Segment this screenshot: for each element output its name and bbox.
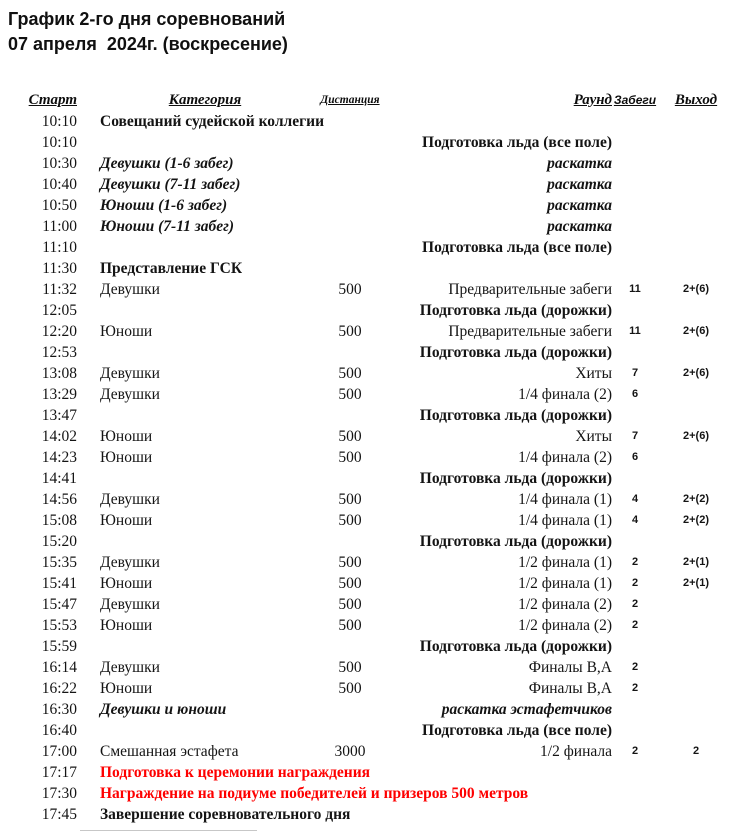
heats-cell: 11 — [629, 325, 641, 337]
category-cell: Юноши — [100, 512, 153, 529]
category-cell: Представление ГСК — [100, 260, 243, 277]
doc-header — [8, 7, 288, 57]
distance-cell — [310, 342, 390, 363]
exit-cell — [658, 762, 734, 783]
round-cell: 1/2 финала — [540, 743, 612, 760]
round-cell — [390, 258, 612, 279]
category-cell: Девушки и юноши — [100, 701, 227, 718]
schedule-row — [0, 594, 734, 615]
category-cell — [77, 300, 310, 321]
start-time-cell: 10:10 — [41, 134, 77, 151]
distance-cell — [310, 132, 390, 153]
start-time-cell: 13:47 — [41, 407, 77, 424]
page-date: 07 апреля 2024г. (воскресение) — [8, 34, 288, 54]
start-time-cell: 15:59 — [41, 638, 77, 655]
category-cell: Девушки — [100, 386, 160, 403]
schedule-row — [0, 321, 734, 342]
exit-cell — [658, 594, 734, 615]
schedule-row — [0, 804, 734, 825]
start-time-cell: 17:17 — [41, 764, 77, 781]
round-cell: 1/2 финала (1) — [518, 575, 612, 592]
round-cell: 1/4 финала (2) — [518, 386, 612, 403]
exit-cell: 2+(6) — [683, 367, 709, 379]
round-cell: Подготовка льда (дорожки) — [419, 638, 612, 655]
schedule-row — [0, 258, 734, 279]
round-cell: Предварительные забеги — [448, 281, 612, 298]
distance-cell — [310, 531, 390, 552]
category-cell: Юноши — [100, 680, 153, 697]
distance-cell — [310, 258, 390, 279]
distance-cell: 500 — [338, 554, 362, 571]
heats-cell: 6 — [631, 388, 639, 400]
category-cell: Девушки — [100, 365, 160, 382]
distance-cell — [310, 153, 390, 174]
start-time-cell: 13:29 — [41, 386, 77, 403]
start-time-cell: 10:30 — [41, 155, 77, 172]
schedule-row — [0, 174, 734, 195]
page-title: График 2-го дня соревнований — [8, 9, 286, 29]
schedule-row — [0, 699, 734, 720]
exit-cell — [658, 468, 734, 489]
heats-cell — [612, 405, 658, 426]
start-time-cell: 16:30 — [41, 701, 77, 718]
heats-cell — [612, 132, 658, 153]
exit-cell — [658, 678, 734, 699]
heats-cell — [612, 174, 658, 195]
heats-cell: 2 — [631, 745, 639, 757]
start-time-cell: 15:47 — [41, 596, 77, 613]
exit-cell — [658, 237, 734, 258]
start-time-cell: 14:02 — [41, 428, 77, 445]
category-cell: Юноши (1-6 забег) — [100, 197, 228, 214]
start-time-cell: 16:40 — [41, 722, 77, 739]
category-cell — [77, 237, 310, 258]
round-cell: Подготовка льда (дорожки) — [419, 407, 612, 424]
distance-cell — [310, 636, 390, 657]
start-time-cell: 11:30 — [42, 260, 77, 277]
schedule-row — [0, 405, 734, 426]
start-time-cell: 10:40 — [41, 176, 77, 193]
exit-cell: 2+(2) — [683, 514, 709, 526]
schedule-row — [0, 426, 734, 447]
exit-cell — [658, 258, 734, 279]
column-header-start: Старт — [28, 92, 77, 108]
heats-cell: 7 — [631, 367, 639, 379]
exit-cell — [658, 531, 734, 552]
exit-cell — [658, 195, 734, 216]
start-time-cell: 12:20 — [41, 323, 77, 340]
distance-cell — [310, 174, 390, 195]
schedule-row — [0, 573, 734, 594]
schedule-row — [0, 300, 734, 321]
round-cell: Подготовка льда (все поле) — [422, 722, 612, 739]
start-time-cell: 16:22 — [41, 680, 77, 697]
heats-cell — [612, 636, 658, 657]
category-cell: Девушки — [100, 281, 160, 298]
schedule-row — [0, 678, 734, 699]
distance-cell: 500 — [338, 659, 362, 676]
category-cell — [77, 132, 310, 153]
category-cell: Совещаний судейской коллегии — [100, 113, 325, 130]
heats-cell — [612, 699, 658, 720]
exit-cell — [658, 699, 734, 720]
heats-cell — [612, 531, 658, 552]
round-cell: Подготовка льда (дорожки) — [419, 533, 612, 550]
round-cell — [390, 762, 612, 783]
exit-cell: 2 — [692, 745, 700, 757]
distance-cell — [310, 783, 390, 804]
category-cell: Девушки (7-11 забег) — [100, 176, 241, 193]
schedule-row — [0, 153, 734, 174]
schedule-row — [0, 741, 734, 762]
heats-cell — [612, 342, 658, 363]
round-cell: раскатка эстафетчиков — [441, 701, 612, 718]
column-header-exit: Выход — [674, 92, 718, 108]
schedule-row — [0, 216, 734, 237]
schedule-rows — [0, 111, 734, 825]
distance-cell — [310, 111, 390, 132]
schedule-row — [0, 762, 734, 783]
round-cell: Финалы В,А — [528, 680, 612, 697]
heats-cell: 2 — [631, 619, 639, 631]
heats-cell: 4 — [631, 493, 639, 505]
schedule-row — [0, 447, 734, 468]
start-time-cell: 15:08 — [41, 512, 77, 529]
category-cell: Награждение на подиуме победителей и призеров 500 метров — [100, 785, 529, 802]
exit-cell: 2+(6) — [683, 430, 709, 442]
column-header-round: Раунд — [573, 92, 612, 108]
schedule-row — [0, 111, 734, 132]
schedule-row — [0, 489, 734, 510]
start-time-cell: 10:10 — [41, 113, 77, 130]
round-cell: раскатка — [547, 176, 612, 193]
start-time-cell: 17:30 — [41, 785, 77, 802]
category-cell: Девушки — [100, 554, 160, 571]
distance-cell — [310, 237, 390, 258]
start-time-cell: 14:23 — [41, 449, 77, 466]
round-cell — [390, 783, 612, 804]
round-cell: Хиты — [575, 365, 612, 382]
distance-cell: 500 — [338, 512, 362, 529]
round-cell: раскатка — [547, 197, 612, 214]
schedule-row — [0, 195, 734, 216]
start-time-cell: 17:45 — [41, 806, 77, 823]
round-cell: Подготовка льда (все поле) — [422, 134, 612, 151]
start-time-cell: 14:56 — [41, 491, 77, 508]
table-header-row — [0, 90, 734, 111]
exit-cell — [658, 657, 734, 678]
heats-cell — [612, 216, 658, 237]
heats-cell — [612, 195, 658, 216]
distance-cell: 500 — [338, 323, 362, 340]
start-time-cell: 14:41 — [41, 470, 77, 487]
exit-cell — [658, 783, 734, 804]
distance-cell — [310, 699, 390, 720]
exit-cell — [658, 300, 734, 321]
schedule-row — [0, 636, 734, 657]
distance-cell — [310, 720, 390, 741]
round-cell: Подготовка льда (все поле) — [422, 239, 612, 256]
schedule-row — [0, 657, 734, 678]
category-cell — [77, 720, 310, 741]
distance-cell: 500 — [338, 491, 362, 508]
exit-cell — [658, 384, 734, 405]
category-cell: Юноши — [100, 449, 153, 466]
category-cell: Юноши — [100, 617, 153, 634]
exit-cell — [658, 405, 734, 426]
distance-cell: 500 — [338, 575, 362, 592]
round-cell: 1/4 финала (1) — [518, 491, 612, 508]
exit-cell: 2+(1) — [683, 577, 709, 589]
heats-cell — [612, 804, 658, 825]
category-cell: Юноши — [100, 428, 153, 445]
start-time-cell: 15:20 — [41, 533, 77, 550]
heats-cell: 7 — [631, 430, 639, 442]
heats-cell: 4 — [631, 514, 639, 526]
start-time-cell: 15:41 — [41, 575, 77, 592]
exit-cell — [658, 111, 734, 132]
exit-cell — [658, 342, 734, 363]
round-cell: Подготовка льда (дорожки) — [419, 302, 612, 319]
heats-cell — [612, 153, 658, 174]
round-cell: Финалы В,А — [528, 659, 612, 676]
distance-cell: 500 — [338, 617, 362, 634]
heats-cell — [612, 300, 658, 321]
heats-cell — [612, 111, 658, 132]
distance-cell: 500 — [338, 596, 362, 613]
schedule-row — [0, 342, 734, 363]
category-cell: Девушки (1-6 забег) — [100, 155, 234, 172]
exit-cell: 2+(6) — [683, 325, 709, 337]
heats-cell: 2 — [631, 598, 639, 610]
round-cell: 1/2 финала (1) — [518, 554, 612, 571]
category-cell — [77, 342, 310, 363]
start-time-cell: 11:00 — [42, 218, 77, 235]
heats-cell — [612, 468, 658, 489]
heats-cell — [612, 783, 658, 804]
exit-cell: 2+(2) — [683, 493, 709, 505]
distance-cell — [310, 468, 390, 489]
exit-cell — [658, 132, 734, 153]
schedule-row — [0, 279, 734, 300]
heats-cell: 2 — [631, 661, 639, 673]
category-cell: Подготовка к церемонии награждения — [100, 764, 371, 781]
exit-cell — [658, 615, 734, 636]
round-cell: Предварительные забеги — [448, 323, 612, 340]
category-cell — [77, 468, 310, 489]
round-cell: 1/2 финала (2) — [518, 617, 612, 634]
distance-cell: 500 — [338, 680, 362, 697]
schedule-row — [0, 132, 734, 153]
start-time-cell: 10:50 — [41, 197, 77, 214]
exit-cell — [658, 174, 734, 195]
start-time-cell: 15:35 — [41, 554, 77, 571]
column-header-category: Категория — [168, 92, 242, 108]
schedule-row — [0, 615, 734, 636]
heats-cell — [612, 762, 658, 783]
distance-cell — [310, 405, 390, 426]
column-header-heats: Забеги — [613, 93, 657, 107]
start-time-cell: 13:08 — [41, 365, 77, 382]
round-cell: раскатка — [547, 218, 612, 235]
distance-cell: 500 — [338, 449, 362, 466]
round-cell: Подготовка льда (дорожки) — [419, 344, 612, 361]
category-cell: Девушки — [100, 659, 160, 676]
round-cell: 1/4 финала (1) — [518, 512, 612, 529]
category-cell — [77, 531, 310, 552]
distance-cell: 3000 — [334, 743, 366, 760]
distance-cell — [310, 300, 390, 321]
schedule-row — [0, 363, 734, 384]
start-time-cell: 12:53 — [41, 344, 77, 361]
start-time-cell: 11:32 — [42, 281, 77, 298]
heats-cell — [612, 258, 658, 279]
exit-cell — [658, 720, 734, 741]
exit-cell — [658, 447, 734, 468]
distance-cell — [310, 195, 390, 216]
round-cell — [390, 804, 612, 825]
round-cell: раскатка — [547, 155, 612, 172]
exit-cell: 2+(6) — [683, 283, 709, 295]
category-cell: Юноши — [100, 575, 153, 592]
distance-cell — [310, 762, 390, 783]
schedule-row — [0, 237, 734, 258]
start-time-cell: 16:14 — [41, 659, 77, 676]
distance-cell: 500 — [338, 281, 362, 298]
column-header-distance: Дистанция — [320, 94, 380, 106]
start-time-cell: 17:00 — [41, 743, 77, 760]
schedule-row — [0, 510, 734, 531]
exit-cell — [658, 804, 734, 825]
category-cell: Девушки — [100, 491, 160, 508]
heats-cell — [612, 237, 658, 258]
heats-cell: 6 — [631, 451, 639, 463]
exit-cell — [658, 636, 734, 657]
bottom-rule — [80, 830, 257, 831]
heats-cell: 11 — [629, 283, 641, 295]
category-cell: Юноши (7-11 забег) — [100, 218, 235, 235]
distance-cell — [310, 804, 390, 825]
start-time-cell: 11:10 — [42, 239, 77, 256]
start-time-cell: 12:05 — [41, 302, 77, 319]
schedule-row — [0, 720, 734, 741]
distance-cell: 500 — [338, 365, 362, 382]
schedule-row — [0, 384, 734, 405]
schedule-row — [0, 783, 734, 804]
category-cell — [77, 405, 310, 426]
exit-cell — [658, 216, 734, 237]
start-time-cell: 15:53 — [41, 617, 77, 634]
category-cell — [77, 636, 310, 657]
round-cell: Подготовка льда (дорожки) — [419, 470, 612, 487]
category-cell: Девушки — [100, 596, 160, 613]
schedule-row — [0, 552, 734, 573]
schedule-row — [0, 468, 734, 489]
category-cell: Смешанная эстафета — [100, 743, 239, 760]
distance-cell — [310, 216, 390, 237]
distance-cell: 500 — [338, 386, 362, 403]
exit-cell: 2+(1) — [683, 556, 709, 568]
schedule-row — [0, 531, 734, 552]
heats-cell: 2 — [631, 682, 639, 694]
heats-cell — [612, 720, 658, 741]
category-cell: Юноши — [100, 323, 153, 340]
round-cell — [390, 111, 612, 132]
round-cell: 1/4 финала (2) — [518, 449, 612, 466]
heats-cell: 2 — [631, 556, 639, 568]
exit-cell — [658, 153, 734, 174]
category-cell: Завершение соревновательного дня — [100, 806, 351, 823]
round-cell: Хиты — [575, 428, 612, 445]
round-cell: 1/2 финала (2) — [518, 596, 612, 613]
heats-cell: 2 — [631, 577, 639, 589]
distance-cell: 500 — [338, 428, 362, 445]
